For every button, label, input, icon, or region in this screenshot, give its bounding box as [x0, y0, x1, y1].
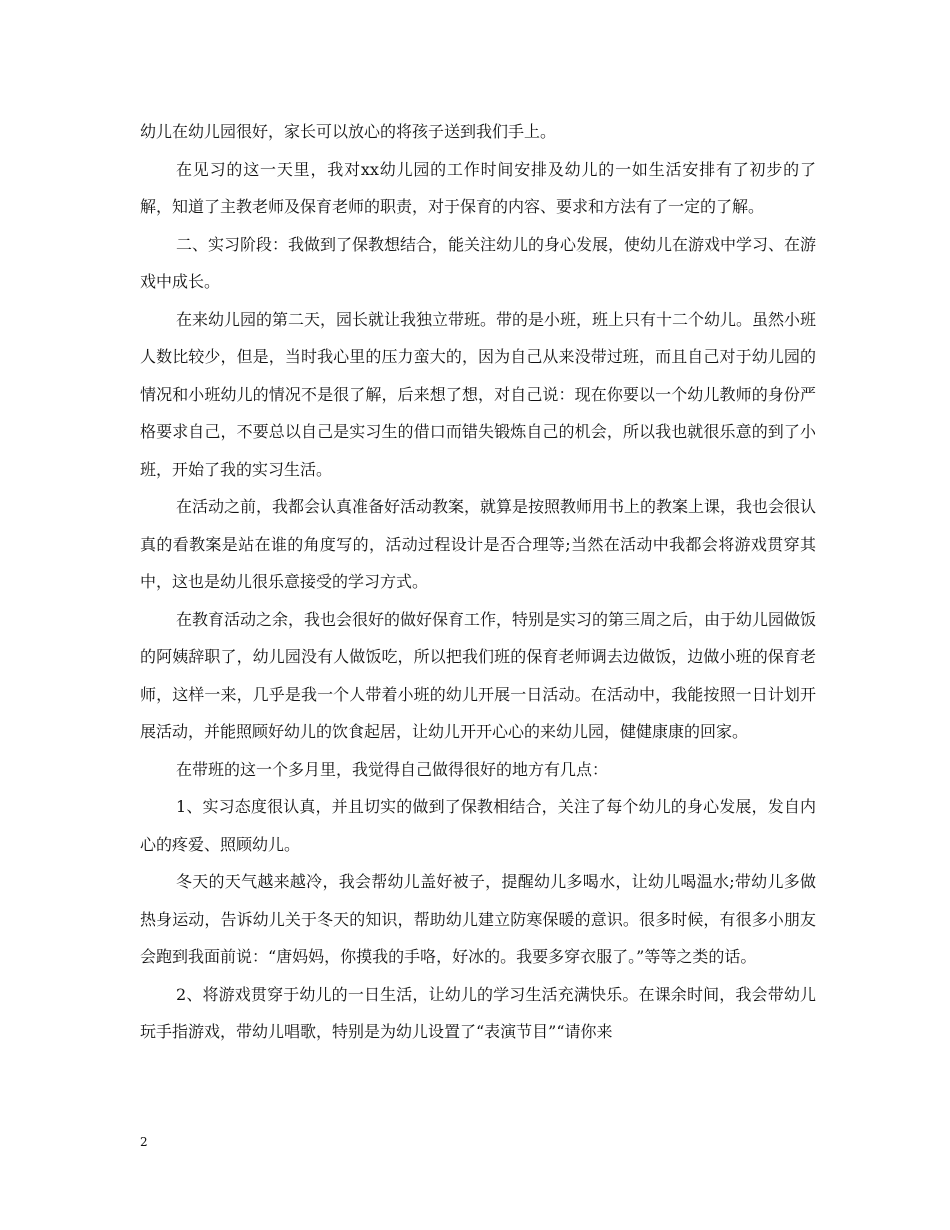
paragraph: 2、将游戏贯穿于幼儿的一日生活，让幼儿的学习生活充满快乐。在课余时间，我会带幼儿玩手指游戏，带幼儿唱歌，特别是为幼儿设置了“表演节目”“请你来 [140, 984, 816, 1041]
paragraph: 1、实习态度很认真，并且切实的做到了保教相结合，关注了每个幼儿的身心发展，发自内心的疼爱、照顾幼儿。 [140, 797, 816, 854]
page-number: 2 [140, 1135, 148, 1149]
paragraph: 在教育活动之余，我也会很好的做好保育工作，特别是实习的第三周之后，由于幼儿园做饭的阿姨辞职了，幼儿园没有人做饭吃，所以把我们班的保育老师调去边做饭，边做小班的保育老师，这样一来，几乎是我一个人带着小班的幼儿开展一日活动。在活动中，我能按照一日计划开展活动，并能照顾好幼儿的饮食起居，让幼儿开开心心的来幼儿园，健健康康的回家。 [140, 609, 817, 741]
paragraph: 幼儿在幼儿园很好，家长可以放心的将孩子送到我们手上。 [140, 122, 557, 141]
paragraph: 在带班的这一个多月里，我觉得自己做得很好的地方有几点： [176, 759, 609, 779]
paragraph: 在来幼儿园的第二天，园长就让我独立带班。带的是小班，班上只有十二个幼儿。虽然小班人数比较少，但是，当时我心里的压力蛮大的，因为自己从来没带过班，而且自己对于幼儿园的情况和小班幼儿的情况不是很了解，后来想了想，对自己说：现在你要以一个幼儿教师的身份严格要求自己，不要总以自己是实习生的借口而错失锻炼自己的机会，所以我也就很乐意的到了小班，开始了我的实习生活。 [140, 309, 817, 479]
paragraph: 冬天的天气越来越冷，我会帮幼儿盖好被子，提醒幼儿多喝水，让幼儿喝温水;带幼儿多做热身运动，告诉幼儿关于冬天的知识，帮助幼儿建立防寒保暖的意识。很多时候，有很多小朋友会跑到我面前说：“唐妈妈，你摸我的手咯，好冰的。我要多穿衣服了。”等等之类的话。 [140, 872, 816, 966]
paragraph: 二、实习阶段：我做到了保教想结合，能关注幼儿的身心发展，使幼儿在游戏中学习、在游戏中成长。 [140, 234, 817, 291]
paragraph: 在活动之前，我都会认真准备好活动教案，就算是按照教师用书上的教案上课，我也会很认真的看教案是站在谁的角度写的，活动过程设计是否合理等;当然在活动中我都会将游戏贯穿其中，这也是幼儿很乐意接受的学习方式。 [140, 497, 817, 591]
paragraph: 在见习的这一天里，我对xx幼儿园的工作时间安排及幼儿的一如生活安排有了初步的了解，知道了主教老师及保育老师的职责，对于保育的内容、要求和方法有了一定的了解。 [140, 159, 816, 216]
document-body [140, 113, 816, 1051]
